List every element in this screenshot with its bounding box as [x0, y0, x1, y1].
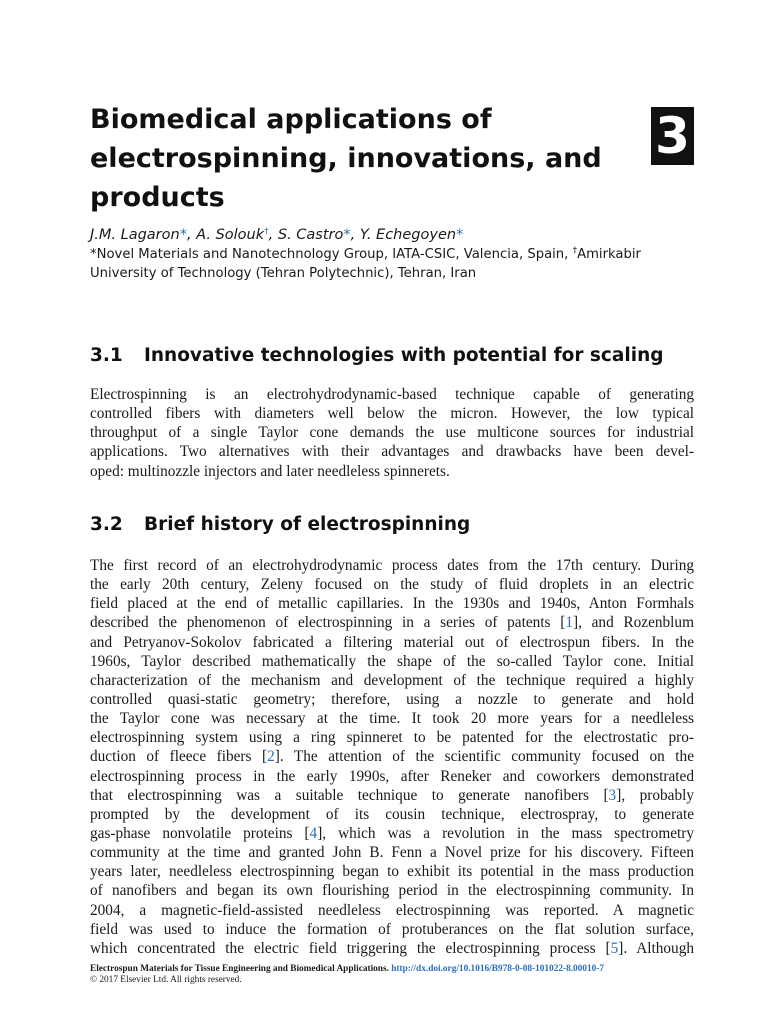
text-line: The first record of an electrohydrodynamic process dates from the 17th century. During — [90, 557, 694, 574]
author-affiliation-mark[interactable]: † — [264, 227, 269, 237]
citation-link[interactable]: 4 — [309, 824, 318, 842]
chapter-title-line: Biomedical applications of — [90, 104, 492, 135]
text-line: duction of fleece fibers [2]. The attention of the scientific community focused on the — [90, 748, 694, 766]
author-name[interactable]: Y. Echegoyen — [359, 227, 457, 243]
section-title: Brief history of electrospinning — [144, 514, 471, 535]
citation-link[interactable]: 2 — [267, 748, 275, 766]
book-title: Electrospun Materials for Tissue Engineering and Biomedical Applications. — [90, 964, 389, 974]
text-line: controlled fibers with diameters well below the micron. However, the low typical — [90, 405, 694, 423]
chapter-number-badge: 3 — [651, 107, 694, 165]
text-line: oped: multinozzle injectors and later needleless spinnerets. — [90, 462, 450, 480]
text-line: 1960s, Taylor described mathematically the shape of the so-called Taylor cone. Initial — [90, 652, 694, 670]
chapter-title — [90, 100, 630, 217]
text-line: described the phenomenon of electrospinning in a series of patents [1], and Rozenblum — [90, 614, 694, 632]
text-line: community at the time and granted John B. Fenn a Novel prize for his discovery. Fifteen — [90, 844, 694, 862]
doi-link[interactable]: http://dx.doi.org/10.1016/B978-0-08-101022-8.00010-7 — [391, 964, 605, 974]
text-line: the early 20th century, Zeleny focused on the study of fluid droplets in an electric — [90, 576, 694, 594]
text-line: the Taylor cone was necessary at the time. It took 20 more years for a needleless — [90, 710, 694, 728]
citation-link[interactable]: 5 — [610, 939, 619, 957]
text-line: field placed at the end of metallic capillaries. In the 1930s and 1940s, Anton Formhals — [90, 595, 694, 613]
text-line: electrospinning system using a ring spinneret to be patented for the electrostatic pro- — [90, 729, 694, 747]
text-line: characterization of the mechanism and development of the technique required a highly — [90, 671, 694, 689]
author-list: J.M. Lagaron*, A. Solouk†, S. Castro*, Y. Echegoyen* — [90, 227, 464, 243]
text-line: controlled quasi-static geometry; therefore, using a nozzle to generate and hold — [90, 690, 694, 708]
text-line: and Petryanov-Sokolov fabricated a filtering material out of electrospun fibers. In the — [90, 633, 694, 651]
author-affiliation-mark[interactable]: * — [179, 227, 187, 243]
author-name[interactable]: A. Solouk — [196, 227, 265, 243]
section-paragraph — [90, 385, 694, 481]
section-title: Innovative technologies with potential for scaling — [144, 345, 664, 366]
text-line: Electrospinning is an electrohydrodynamic-based technique capable of generating — [90, 386, 694, 403]
text-line: prompted by the development of its cousin technique, electrospray, to generate — [90, 805, 694, 823]
text-line: field was used to induce the formation of protuberances on the flat solution surface, — [90, 920, 694, 938]
affiliation-text: *Novel Materials and Nanotechnology Group, IATA-CSIC, Valencia, Spain, — [90, 247, 573, 262]
copyright-notice: © 2017 Elsevier Ltd. All rights reserved. — [90, 975, 242, 985]
chapter-title-line: electrospinning, innovations, and — [90, 143, 602, 174]
section-paragraph — [90, 556, 694, 958]
affiliations — [90, 245, 690, 283]
text-line: 2004, a magnetic-field-assisted needleless electrospinning was reported. A magnetic — [90, 901, 694, 919]
affiliation-text: Amirkabir — [577, 247, 641, 262]
text-line: applications. Two alternatives with their advantages and drawbacks have been devel- — [90, 443, 694, 461]
section-number: 3.1 — [90, 345, 123, 366]
author-name[interactable]: J.M. Lagaron — [90, 227, 180, 243]
text-line: years later, needleless electrospinning began to exhibit its potential in the mass production — [90, 863, 694, 881]
author-name[interactable]: S. Castro — [277, 227, 344, 243]
text-line: that electrospinning was a suitable technique to generate nanofibers [3], probably — [90, 786, 694, 804]
author-affiliation-mark[interactable]: * — [343, 227, 351, 243]
affiliation-text: University of Technology (Tehran Polytechnic), Tehran, Iran — [90, 266, 477, 281]
author-affiliation-mark[interactable]: * — [456, 227, 464, 243]
text-line: which concentrated the electric field triggering the electrospinning process [5]. Although — [90, 939, 695, 957]
citation-link[interactable]: 1 — [565, 614, 573, 632]
affiliation-mark: † — [572, 246, 578, 256]
section-number: 3.2 — [90, 514, 123, 535]
citation-link[interactable]: 3 — [608, 786, 617, 804]
section-heading — [90, 344, 663, 368]
text-line: electrospinning process in the early 1990s, after Reneker and coworkers demonstrated — [90, 767, 694, 785]
chapter-title-line: products — [90, 182, 225, 213]
text-line: throughput of a single Taylor cone demands the use multicone sources for industrial — [90, 424, 694, 442]
text-line: of nanofibers and began its own flourishing period in the electrospinning community. In — [90, 882, 694, 900]
section-heading — [90, 513, 470, 537]
page-footer — [90, 964, 710, 986]
text-line: gas-phase nonvolatile proteins [4], which was a revolution in the mass spectrometry — [90, 824, 694, 842]
